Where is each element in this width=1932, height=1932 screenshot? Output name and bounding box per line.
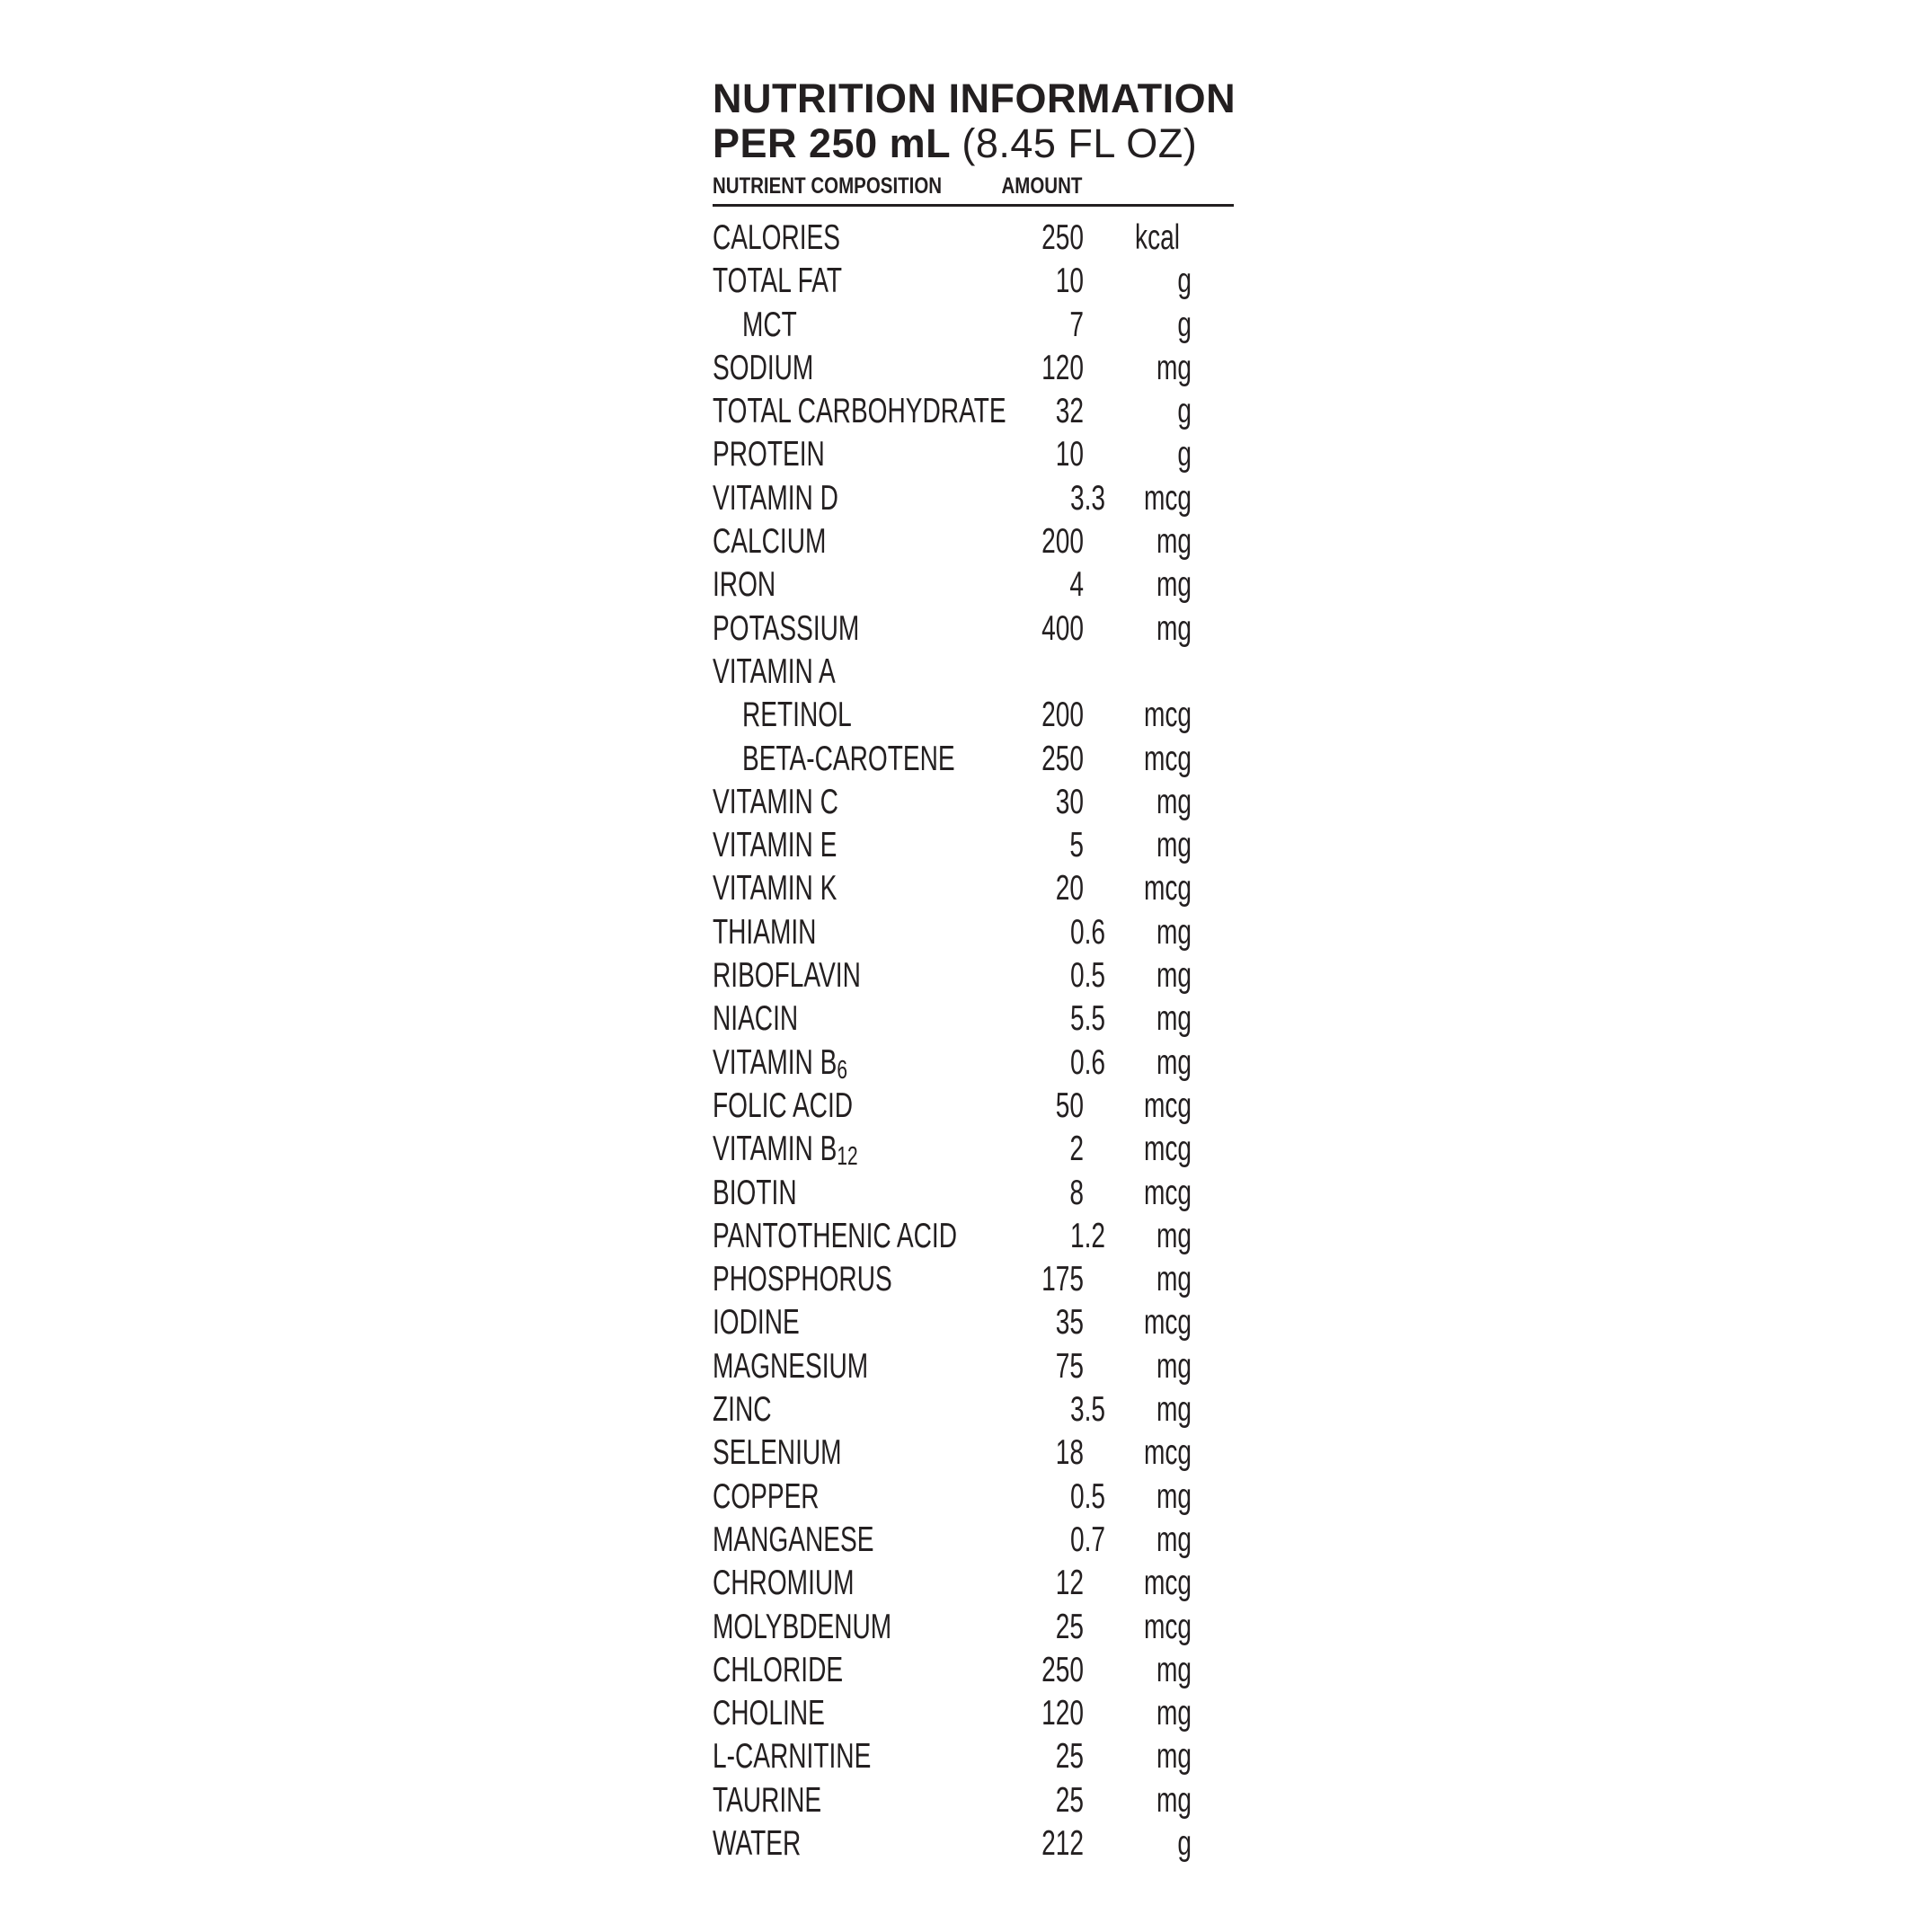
nutrient-row <box>713 1301 1234 1344</box>
nutrient-name <box>713 651 836 694</box>
nutrient-name-text: PROTEIN <box>713 435 825 474</box>
nutrient-name-text: PANTOTHENIC ACID <box>713 1216 958 1255</box>
nutrient-unit: mcg <box>1143 478 1192 518</box>
nutrient-amount: 50 <box>1055 1086 1084 1125</box>
nutrient-amount: 212 <box>1041 1823 1084 1863</box>
nutrient-row <box>713 1388 1234 1431</box>
nutrient-name-text: ZINC <box>713 1390 772 1430</box>
nutrient-amount: 0.5 <box>1069 956 1105 996</box>
nutrient-amount: 0.6 <box>1069 912 1105 952</box>
nutrient-name <box>713 563 775 607</box>
nutrient-amount: 75 <box>1055 1346 1084 1386</box>
nutrient-amount: 250 <box>1041 1650 1084 1689</box>
nutrient-name-text: MAGNESIUM <box>713 1346 869 1386</box>
nutrition-label <box>713 76 1234 1866</box>
nutrient-row <box>713 1649 1234 1692</box>
nutrient-amount: 400 <box>1041 608 1084 648</box>
nutrient-amount: 250 <box>1041 739 1084 778</box>
nutrient-row <box>713 651 1234 694</box>
nutrient-unit: mg <box>1156 1042 1192 1082</box>
nutrient-row <box>713 997 1234 1041</box>
nutrient-name-text: NIACIN <box>713 999 799 1039</box>
label-title: NUTRITION INFORMATION <box>713 75 1236 121</box>
nutrient-amount: 175 <box>1041 1260 1084 1299</box>
nutrient-row <box>713 1606 1234 1649</box>
nutrient-amount: 10 <box>1055 435 1084 474</box>
nutrient-name-text: COPPER <box>713 1476 820 1516</box>
nutrient-name-text: IODINE <box>713 1303 800 1343</box>
nutrient-amount: 3.3 <box>1069 478 1105 518</box>
nutrient-row <box>713 433 1234 476</box>
nutrient-name-text: VITAMIN K <box>713 869 837 908</box>
nutrient-name-subscript: 6 <box>837 1055 847 1085</box>
nutrient-unit: mg <box>1156 1260 1192 1299</box>
nutrient-name <box>713 520 826 563</box>
nutrient-amount: 2 <box>1069 1130 1084 1169</box>
column-header-nutrient: NUTRIENT COMPOSITION <box>713 173 943 199</box>
nutrient-unit: mg <box>1156 1780 1192 1820</box>
nutrient-unit: mg <box>1156 912 1192 952</box>
nutrient-row <box>713 867 1234 910</box>
nutrient-unit: g <box>1177 392 1192 431</box>
nutrient-name-subscript: 12 <box>837 1142 858 1172</box>
nutrient-unit: mg <box>1156 1737 1192 1777</box>
nutrient-name <box>713 433 825 476</box>
nutrient-row <box>713 1215 1234 1258</box>
nutrient-name-text: POTASSIUM <box>713 608 860 648</box>
column-headers <box>713 170 1140 202</box>
nutrient-unit: mcg <box>1143 739 1192 778</box>
nutrient-row <box>713 694 1234 737</box>
nutrient-unit: mcg <box>1143 1303 1192 1343</box>
nutrient-amount: 1.2 <box>1069 1216 1105 1255</box>
nutrient-unit: mcg <box>1143 1130 1192 1169</box>
nutrient-name-text: VITAMIN E <box>713 826 837 865</box>
nutrient-name-text: VITAMIN C <box>713 782 838 821</box>
nutrient-name <box>713 997 798 1041</box>
nutrient-unit: mcg <box>1143 696 1192 735</box>
nutrient-amount: 10 <box>1055 261 1084 301</box>
nutrient-unit: mg <box>1156 1346 1192 1386</box>
nutrient-name-text: VITAMIN A <box>713 651 836 691</box>
nutrient-name <box>713 1692 825 1735</box>
nutrient-name <box>713 1779 821 1822</box>
nutrient-row <box>713 781 1234 824</box>
nutrient-row <box>713 217 1234 260</box>
nutrient-row <box>713 1692 1234 1735</box>
nutrient-amount: 120 <box>1041 348 1084 387</box>
nutrient-unit: mcg <box>1143 869 1192 908</box>
nutrient-name-text: FOLIC ACID <box>713 1086 854 1125</box>
nutrient-unit: mg <box>1156 522 1192 562</box>
nutrient-row <box>713 1041 1234 1085</box>
nutrient-amount: 250 <box>1041 218 1084 257</box>
nutrient-amount: 18 <box>1055 1433 1084 1473</box>
nutrient-unit: mg <box>1156 348 1192 387</box>
nutrient-unit: mg <box>1156 565 1192 605</box>
nutrient-name-text: RETINOL <box>742 696 852 735</box>
nutrient-name-text: CHOLINE <box>713 1694 825 1733</box>
nutrient-name-text: BETA-CAROTENE <box>742 739 955 778</box>
nutrient-unit: mcg <box>1143 1564 1192 1603</box>
nutrient-name-text: VITAMIN D <box>713 478 838 518</box>
nutrient-name-text: RIBOFLAVIN <box>713 956 861 996</box>
nutrient-amount: 0.6 <box>1069 1042 1105 1082</box>
nutrient-name-text: MOLYBDENUM <box>713 1607 892 1646</box>
nutrient-name-text: VITAMIN B <box>713 1042 837 1082</box>
nutrient-amount: 25 <box>1055 1780 1084 1820</box>
nutrient-row <box>713 520 1234 563</box>
nutrient-unit: mcg <box>1143 1433 1192 1473</box>
nutrient-unit: mg <box>1156 826 1192 865</box>
nutrient-unit: g <box>1177 435 1192 474</box>
nutrient-amount: 32 <box>1055 392 1084 431</box>
nutrient-unit: g <box>1177 261 1192 301</box>
nutrient-name <box>713 347 813 390</box>
nutrient-row <box>713 954 1234 997</box>
nutrient-name-text: WATER <box>713 1823 802 1863</box>
nutrient-name <box>713 1476 820 1519</box>
nutrient-name-text: CALCIUM <box>713 522 827 562</box>
nutrient-unit: g <box>1177 305 1192 344</box>
nutrient-row <box>713 1172 1234 1215</box>
nutrient-row <box>713 304 1234 347</box>
nutrient-name <box>713 477 838 520</box>
nutrient-amount: 200 <box>1041 696 1084 735</box>
nutrient-row <box>713 347 1234 390</box>
nutrient-unit: mg <box>1156 999 1192 1039</box>
nutrient-unit: mg <box>1156 956 1192 996</box>
nutrient-amount: 20 <box>1055 869 1084 908</box>
nutrient-row <box>713 1085 1234 1128</box>
nutrient-row <box>713 1258 1234 1301</box>
nutrient-name <box>713 911 816 954</box>
nutrient-amount: 25 <box>1055 1737 1084 1777</box>
nutrient-name-text: SODIUM <box>713 348 814 387</box>
nutrient-amount: 0.7 <box>1069 1520 1105 1559</box>
nutrient-amount: 35 <box>1055 1303 1084 1343</box>
nutrient-name <box>713 1172 797 1215</box>
nutrient-unit: mg <box>1156 1216 1192 1255</box>
nutrient-unit: mcg <box>1143 1086 1192 1125</box>
nutrient-name-text: TOTAL CARBOHYDRATE <box>713 392 1006 431</box>
nutrient-row <box>713 260 1234 303</box>
nutrient-row <box>713 1431 1234 1475</box>
nutrient-row <box>713 1822 1234 1866</box>
nutrient-name-text: BIOTIN <box>713 1173 797 1212</box>
nutrient-unit: mg <box>1156 1650 1192 1689</box>
nutrient-amount: 3.5 <box>1069 1390 1105 1430</box>
nutrient-unit: mcg <box>1143 1607 1192 1646</box>
nutrient-name-text: L-CARNITINE <box>713 1737 872 1777</box>
nutrient-unit: mg <box>1156 782 1192 821</box>
nutrient-name-text: IRON <box>713 565 776 605</box>
nutrient-amount: 0.5 <box>1069 1476 1105 1516</box>
nutrient-amount: 7 <box>1069 305 1084 344</box>
nutrient-name-text: MCT <box>742 305 797 344</box>
nutrient-amount: 8 <box>1069 1173 1084 1212</box>
nutrient-row <box>713 1735 1234 1778</box>
nutrient-row <box>713 1476 1234 1519</box>
nutrient-name-text: CHLORIDE <box>713 1650 844 1689</box>
nutrient-amount: 5 <box>1069 826 1084 865</box>
nutrient-row <box>713 1519 1234 1562</box>
nutrient-unit: mg <box>1156 1476 1192 1516</box>
nutrient-name <box>713 1388 772 1431</box>
nutrient-name-text: TAURINE <box>713 1780 822 1820</box>
nutrient-name <box>742 304 797 347</box>
nutrient-name-text: CHROMIUM <box>713 1564 855 1603</box>
nutrient-row <box>713 477 1234 520</box>
nutrient-unit: g <box>1177 1823 1192 1863</box>
nutrient-amount: 12 <box>1055 1564 1084 1603</box>
nutrient-row <box>713 390 1234 433</box>
serving-size <box>713 121 1234 166</box>
serving-size-imperial: (8.45 FL OZ) <box>962 120 1198 166</box>
nutrient-name-text: PHOSPHORUS <box>713 1260 892 1299</box>
nutrient-row <box>713 824 1234 867</box>
nutrient-row <box>713 1779 1234 1822</box>
nutrient-row <box>713 738 1234 781</box>
nutrient-unit: mcg <box>1143 1173 1192 1212</box>
nutrient-unit: kcal <box>1135 218 1180 257</box>
nutrient-name-text: MANGANESE <box>713 1520 874 1559</box>
nutrient-amount: 4 <box>1069 565 1084 605</box>
nutrient-row <box>713 563 1234 607</box>
nutrient-row <box>713 1562 1234 1605</box>
nutrient-amount: 200 <box>1041 522 1084 562</box>
nutrient-amount: 25 <box>1055 1607 1084 1646</box>
nutrient-unit: mg <box>1156 608 1192 648</box>
nutrient-unit: mg <box>1156 1694 1192 1733</box>
header-divider <box>713 204 1234 207</box>
nutrient-unit: mg <box>1156 1520 1192 1559</box>
nutrient-name <box>713 1301 800 1344</box>
nutrient-row <box>713 1345 1234 1388</box>
nutrient-row <box>713 1128 1234 1171</box>
nutrient-name-text: THIAMIN <box>713 912 817 952</box>
nutrient-amount: 5.5 <box>1069 999 1105 1039</box>
nutrient-unit: mg <box>1156 1390 1192 1430</box>
column-header-amount: AMOUNT <box>1001 173 1083 199</box>
nutrient-name-text: VITAMIN B <box>713 1130 837 1169</box>
nutrient-name-text: TOTAL FAT <box>713 261 843 301</box>
nutrient-name <box>713 1822 801 1866</box>
nutrient-amount: 30 <box>1055 782 1084 821</box>
nutrient-row <box>713 607 1234 651</box>
nutrient-row <box>713 911 1234 954</box>
nutrient-name-text: CALORIES <box>713 218 841 257</box>
nutrient-name-text: SELENIUM <box>713 1433 842 1473</box>
serving-size-metric: PER 250 mL <box>713 120 951 166</box>
nutrient-list <box>713 217 1234 1866</box>
nutrient-amount: 120 <box>1041 1694 1084 1733</box>
